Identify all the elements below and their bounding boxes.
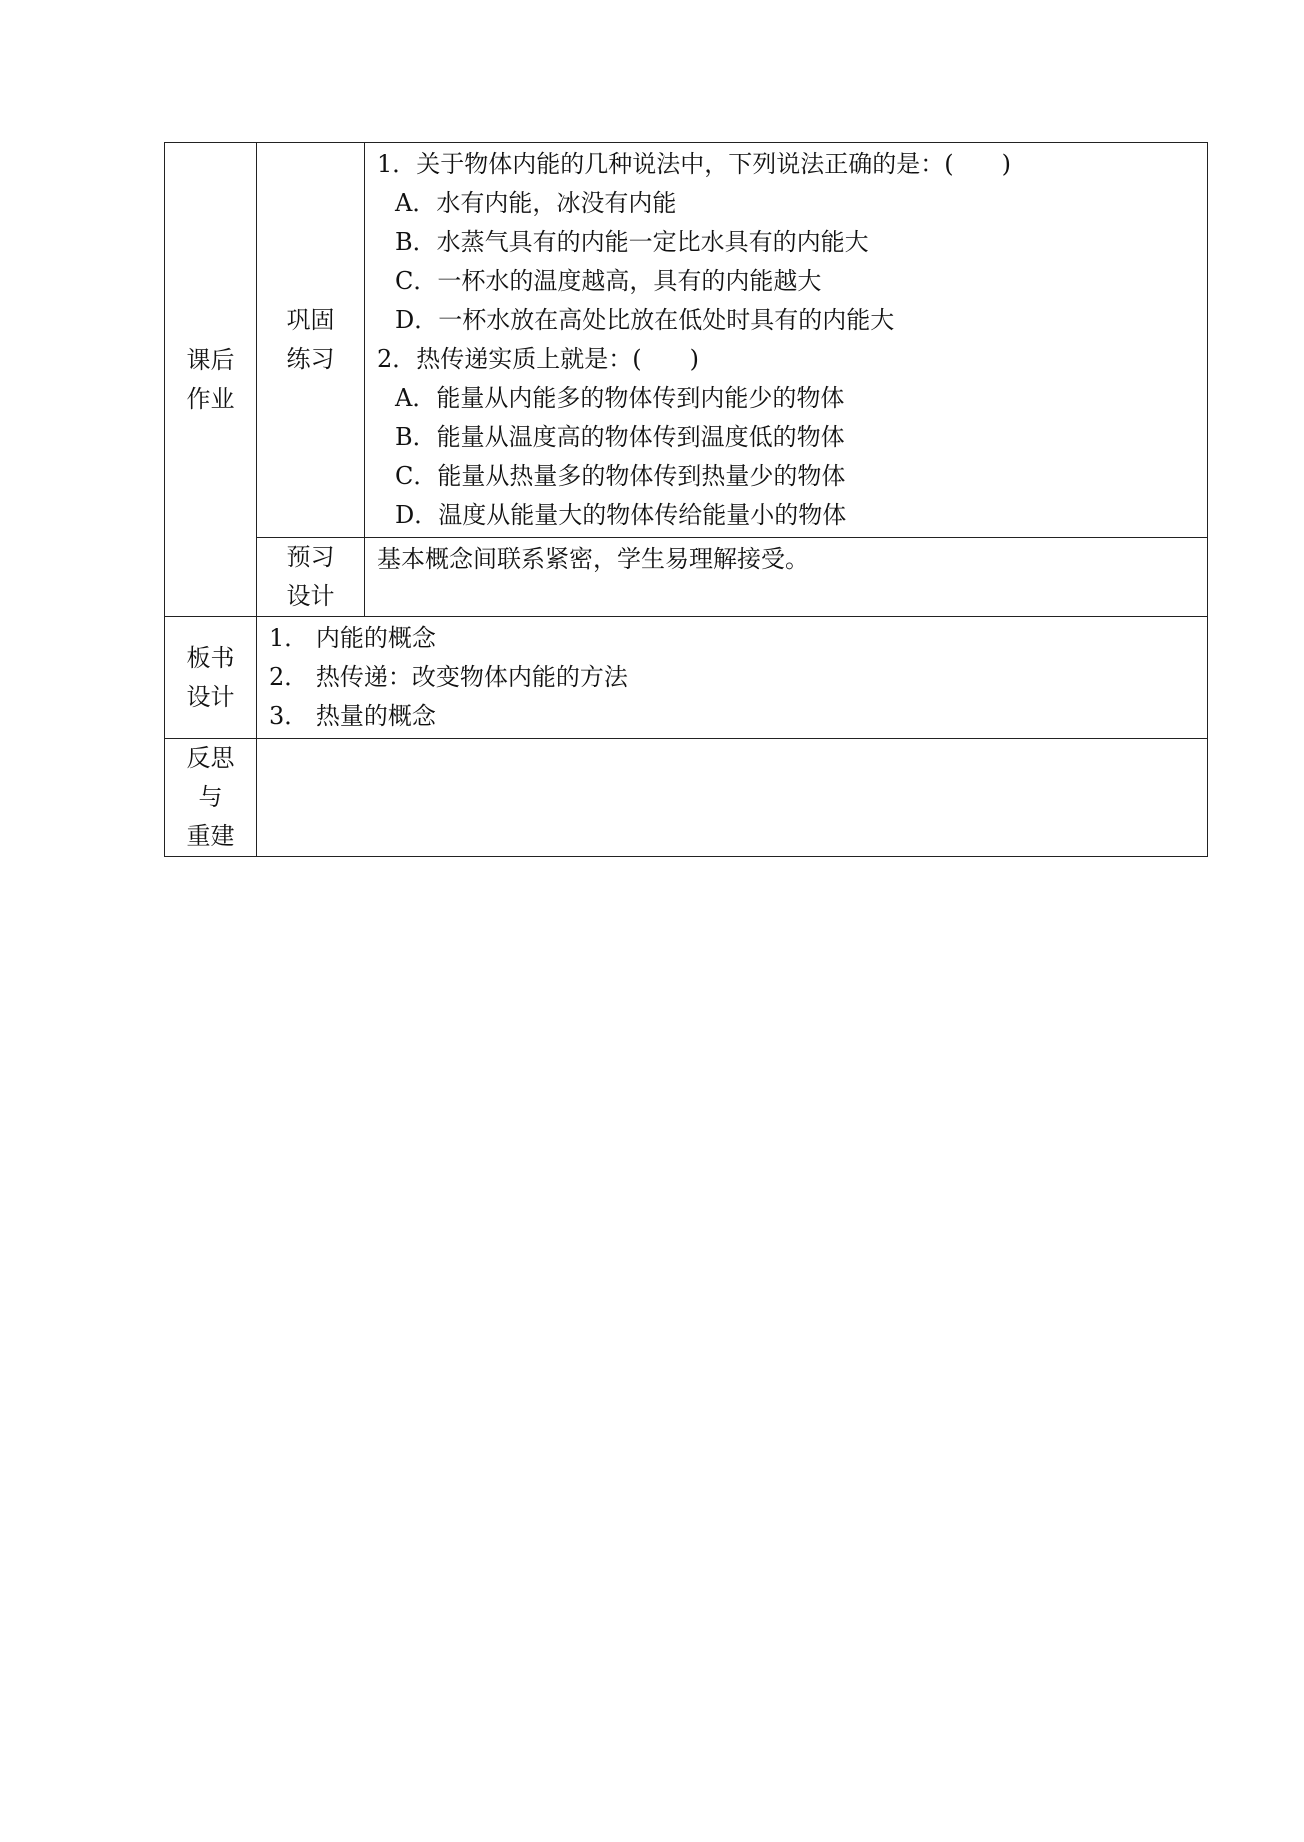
preview-text: 基本概念间联系紧密，学生易理解接受。 bbox=[377, 545, 809, 573]
question-option: D．温度从能量大的物体传给能量小的物体 bbox=[395, 501, 847, 529]
question-option: A．能量从内能多的物体传到内能少的物体 bbox=[395, 384, 845, 412]
question-option: C．一杯水的温度越高，具有的内能越大 bbox=[395, 267, 822, 295]
preview-label-line: 设计 bbox=[286, 582, 335, 610]
homework-category-cell bbox=[165, 143, 257, 617]
preview-row bbox=[165, 538, 1208, 617]
board-item: 1． 内能的概念 bbox=[269, 624, 436, 652]
practice-label-line: 练习 bbox=[286, 345, 335, 373]
question-option: B．能量从温度高的物体传到温度低的物体 bbox=[395, 423, 845, 451]
practice-label-line: 巩固 bbox=[286, 306, 335, 334]
reflection-row bbox=[165, 739, 1208, 857]
homework-label-line: 课后 bbox=[186, 345, 235, 374]
board-content-cell bbox=[257, 617, 1208, 739]
board-label-line: 板书 bbox=[186, 643, 235, 672]
board-item: 2． 热传递：改变物体内能的方法 bbox=[269, 663, 628, 691]
practice-content-cell bbox=[365, 143, 1208, 538]
board-row bbox=[165, 617, 1208, 739]
preview-label-line: 预习 bbox=[286, 543, 335, 571]
practice-row bbox=[165, 143, 1208, 538]
question-option: D．一杯水放在高处比放在低处时具有的内能大 bbox=[395, 306, 895, 334]
question-option: B．水蒸气具有的内能一定比水具有的内能大 bbox=[395, 228, 869, 256]
practice-label-cell bbox=[257, 143, 365, 538]
preview-label-cell bbox=[257, 538, 365, 617]
lesson-plan-table bbox=[164, 142, 1208, 857]
reflection-label-line: 重建 bbox=[186, 822, 235, 850]
question-stem: 1．关于物体内能的几种说法中，下列说法正确的是：( ) bbox=[377, 150, 1011, 178]
reflection-label-cell bbox=[165, 739, 257, 857]
board-item: 3． 热量的概念 bbox=[269, 702, 436, 730]
reflection-label-line: 与 bbox=[198, 783, 223, 811]
board-label-cell bbox=[165, 617, 257, 739]
question-option: C．能量从热量多的物体传到热量少的物体 bbox=[395, 462, 846, 490]
reflection-content-cell bbox=[257, 739, 1208, 857]
question-option: A．水有内能，冰没有内能 bbox=[395, 189, 677, 217]
board-label-line: 设计 bbox=[186, 682, 235, 711]
preview-content-cell bbox=[365, 538, 1208, 617]
question-stem: 2．热传递实质上就是：( ) bbox=[377, 345, 699, 373]
homework-label-line: 作业 bbox=[186, 384, 235, 413]
reflection-label-line: 反思 bbox=[186, 744, 235, 772]
